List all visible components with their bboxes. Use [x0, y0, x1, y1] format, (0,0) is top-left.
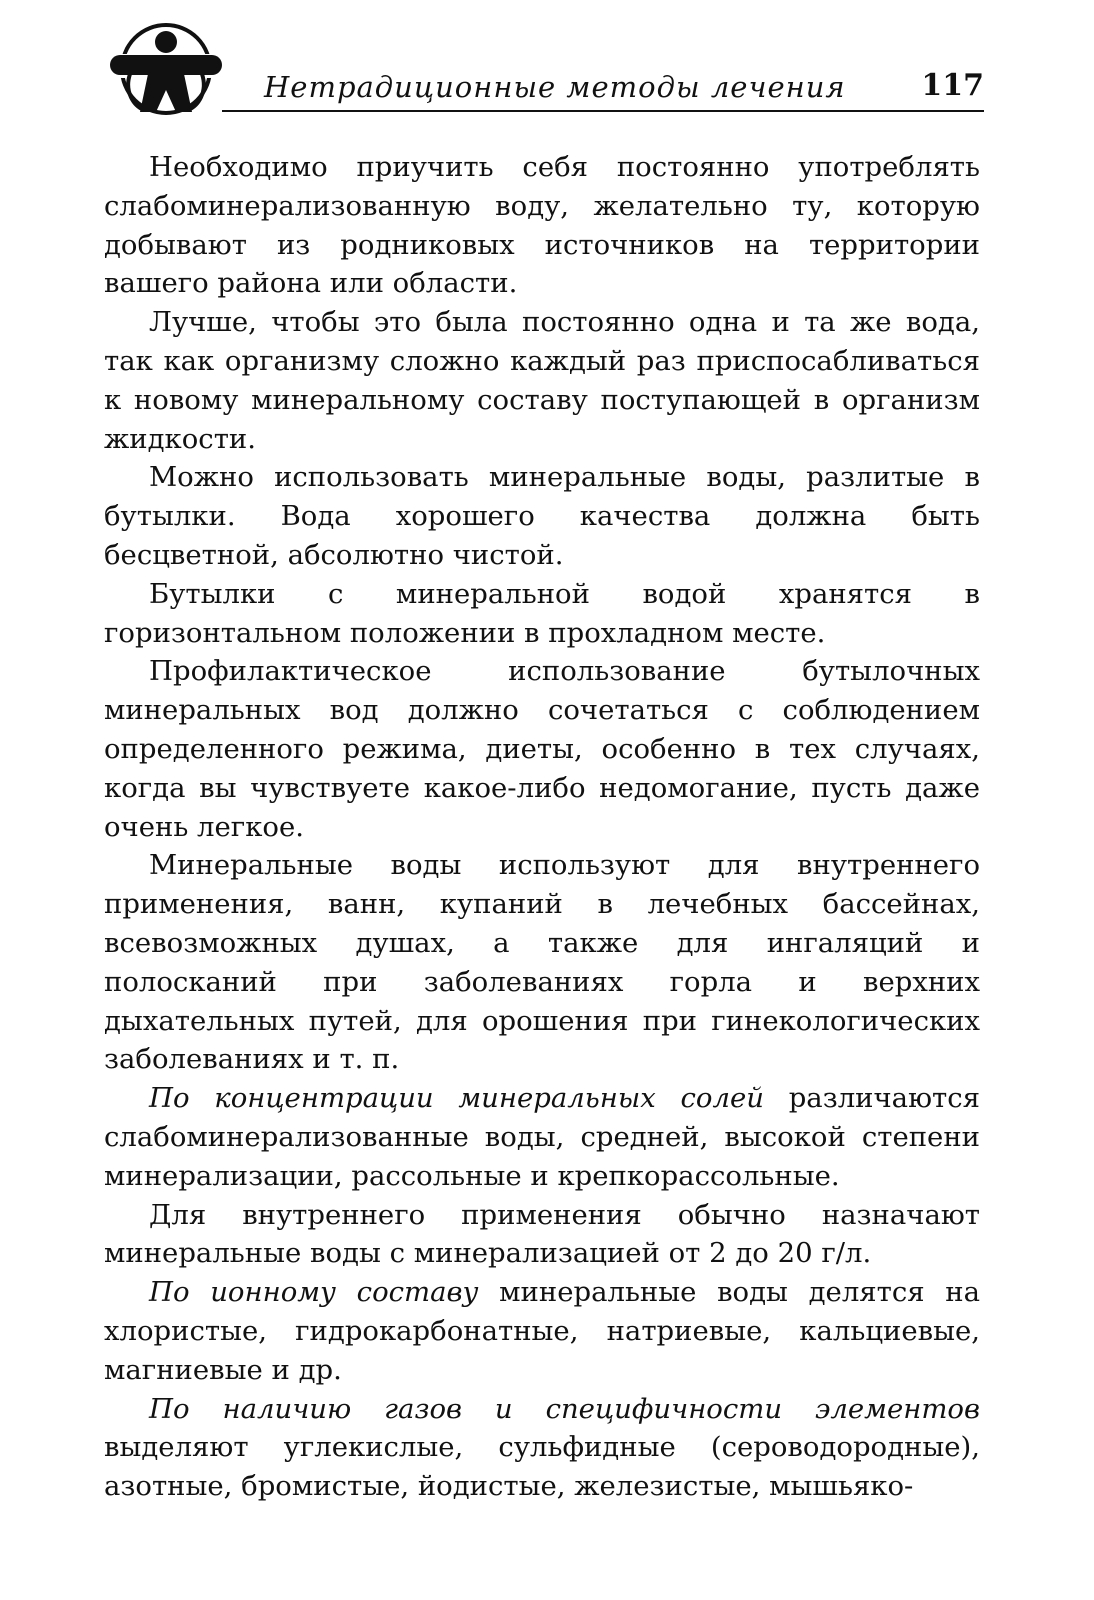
paragraph-italic-lead: По концентрации минеральных солей	[149, 1082, 764, 1115]
body-text	[104, 148, 980, 1506]
paragraph-text: минеральные воды делятся на хлористые, гидрокарбонатные, натриевые, кальциевые, магниевые и др.	[104, 1276, 980, 1386]
paragraph	[104, 1273, 980, 1389]
paragraph-text: Минеральные воды используют для внутреннего применения, ванн, купаний в лечебных бассейнах, всевозможных душах, а также для ингаляций и полосканий при заболеваниях горла и верхних дыхательных путей, для орошения при гинекологических заболеваниях и т. п.	[104, 849, 980, 1076]
paragraph-italic-lead: По наличию газов и специфичности элементов	[149, 1392, 980, 1425]
paragraph	[104, 1196, 980, 1274]
paragraph-text: Можно использовать минеральные воды, разлитые в бутылки. Вода хорошего качества должна быть бесцветной, абсолютно чистой.	[104, 461, 980, 571]
page-header	[104, 22, 984, 117]
paragraph	[104, 458, 980, 574]
paragraph-text: Для внутреннего применения обычно назначают минеральные воды с минерализацией от 2 до 20 г/л.	[104, 1198, 980, 1270]
book-series-emblem-icon	[104, 22, 229, 117]
page-number: 117	[921, 68, 984, 103]
paragraph	[104, 1079, 980, 1195]
paragraph	[104, 652, 980, 846]
paragraph-text: Лучше, чтобы это была постоянно одна и та же вода, так как организму сложно каждый раз приспосабливаться к новому минеральному составу поступающей в организм жидкости.	[104, 306, 980, 455]
paragraph	[104, 846, 980, 1079]
paragraph	[104, 575, 980, 653]
paragraph	[104, 1390, 980, 1506]
paragraph	[104, 148, 980, 303]
paragraph-italic-lead: По ионному составу	[149, 1276, 479, 1309]
paragraph-text: различаются слабоминерализованные воды, средней, высокой степени минерализации, рассольные и крепкорассольные.	[104, 1082, 980, 1192]
header-divider	[222, 110, 984, 112]
running-title: Нетрадиционные методы лечения	[264, 70, 846, 104]
paragraph	[104, 303, 980, 458]
paragraph-text: Необходимо приучить себя постоянно употреблять слабоминерализованную воду, желательно ту, которую добывают из родниковых источников на территории вашего района или области.	[104, 151, 980, 300]
paragraph-text: выделяют углекислые, сульфидные (сероводородные), азотные, бромистые, йодистые, железистые, мышьяко-	[104, 1431, 980, 1503]
paragraph-text: Профилактическое использование бутылочных минеральных вод должно сочетаться с соблюдением определенного режима, диеты, особенно в тех случаях, когда вы чувствуете какое-либо недомогание, пусть даже очень легкое.	[104, 655, 980, 843]
paragraph-text: Бутылки с минеральной водой хранятся в горизонтальном положении в прохладном месте.	[104, 577, 980, 649]
